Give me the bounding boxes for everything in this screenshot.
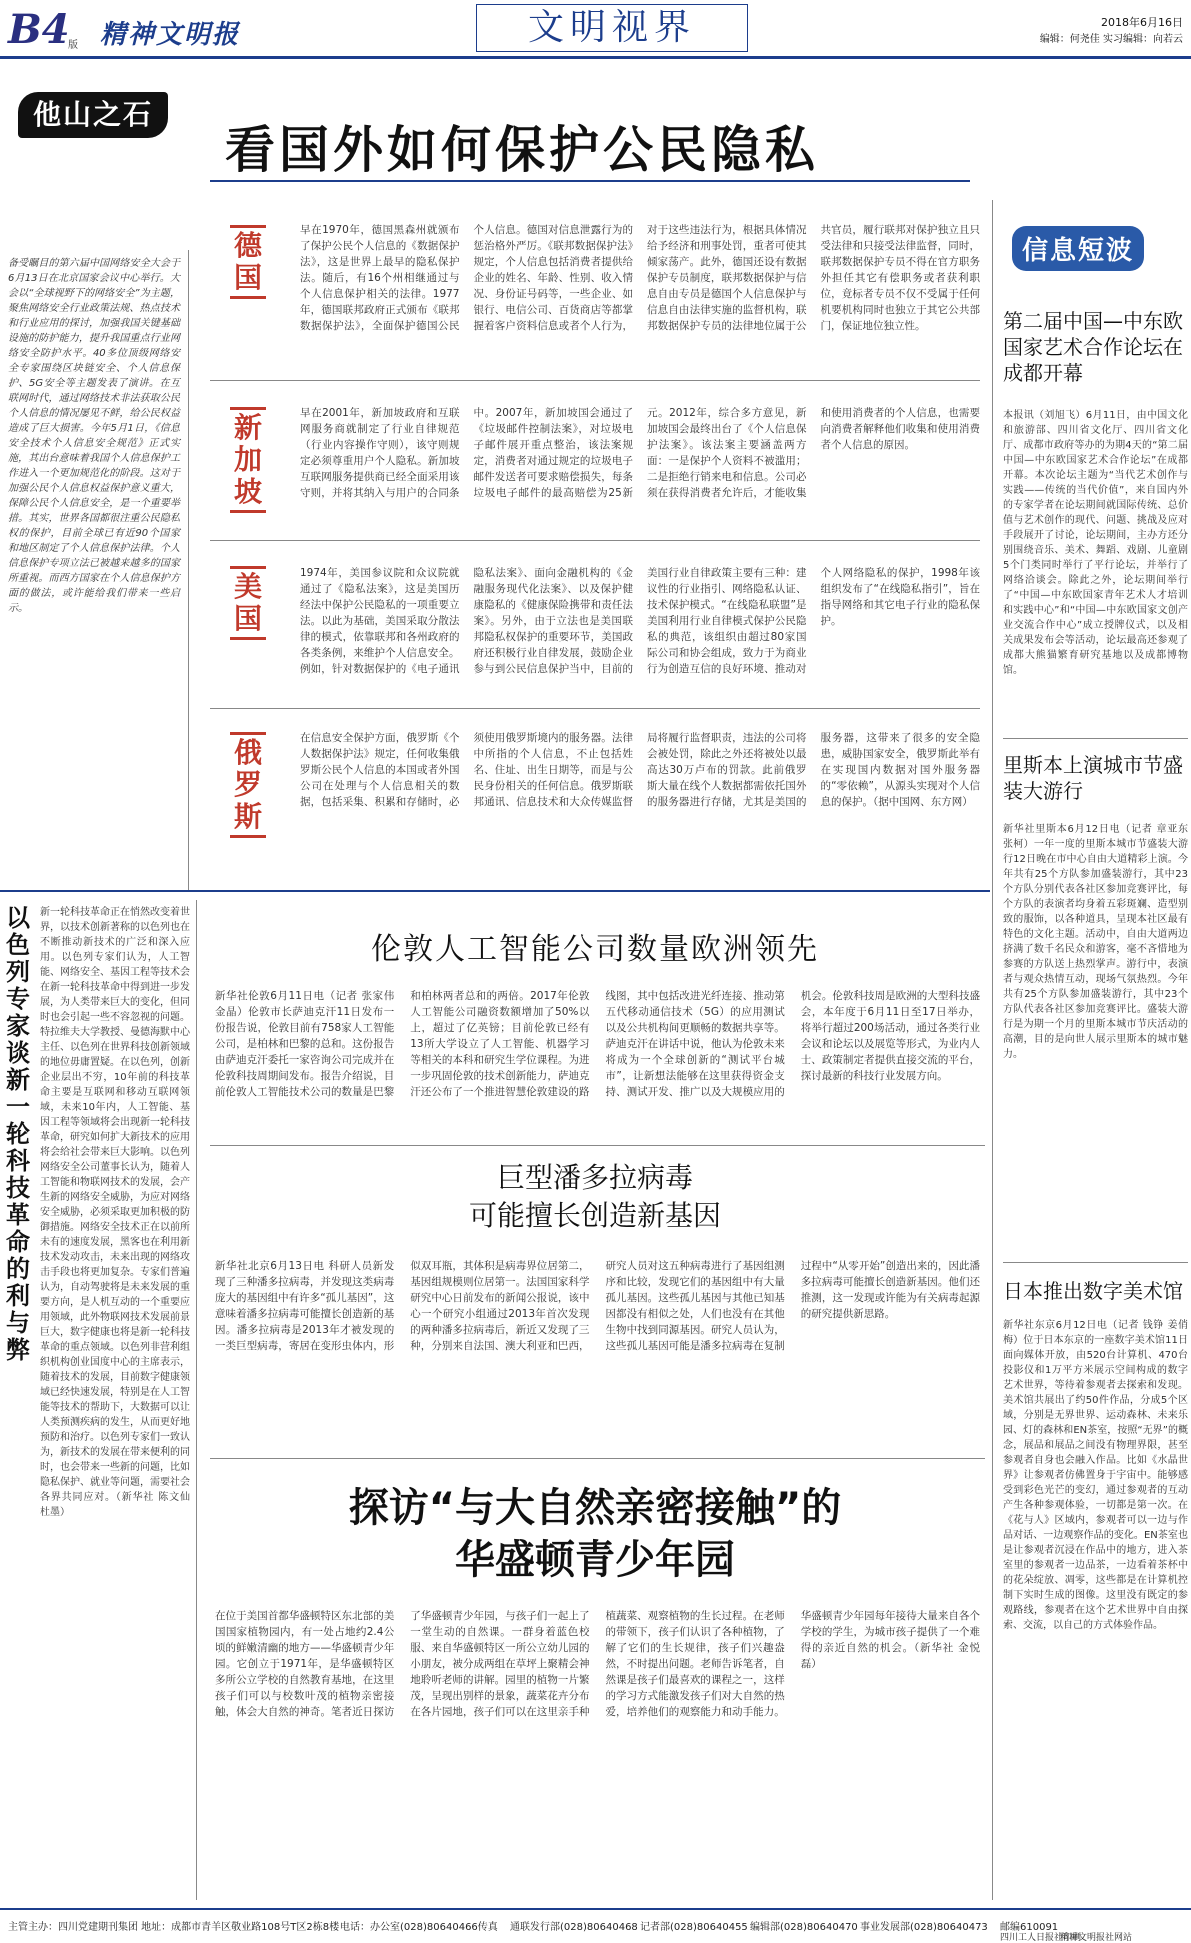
country-divider [210,540,980,541]
country-label-singapore: 新加坡 [230,407,266,513]
left-column-divider [196,900,197,1900]
briefs-title: 信息短波 [1012,226,1144,271]
paper-name: 精神文明报 [100,20,241,50]
virus-title-line2: 可能擅长创造新基因 [468,1199,721,1232]
country-text-germany: 早在1970年，德国黑森州就颁布了保护公民个人信息的《数据保护法》，这是世界上最早的隐私保护法。随后，有16个州相继通过与个人信息保护相关的法律。1977年，德国联邦政府正式颁布《联邦数据保护法》，全面保护德国公民个人信息。德国对信息泄露行为的惩治格外严厉。《联邦数据保护法》规定，个人信息包括消费者提供给企业的姓名、年龄、性别、收入情况、身份证号码等，一些企业、如银行、电信公司、百货商店等都掌握着客户资料信息或者个人行为，对于这些违法行为，根据具体情况给予经济和刑事处罚，重者可使其倾家荡产。此外，德国还设有数据保护专员制度，联邦数据保护与信息自由专员是德国个人信息保护与信息自由法律实施的监督机构，联邦数据保护专员的法律地位属于公共官员，履行联邦对保护独立且只受法律和只接受法律监督，同时，联邦数据保护专员不得在官方职务外担任其它有偿职务或者获利职位，竟标者专员不仅不受属于任何机要机构同时也独立于其它公共部门，保证地位独立性。 [300,224,980,332]
right-column-divider [992,200,993,1900]
edition-label: 版 [68,40,78,51]
brief-text: 新华社东京6月12日电（记者 钱铮 姜俏梅）位于日本东京的一座数字美术馆11日面向媒体开放，由520台计算机、470台投影仪和1万平方米展示空间构成的数字艺术世界，等待着参观者去探索和发现。美术馆共展出了约50件作品，分成5个区域，分别是无界世界、运动森林、未来乐园、灯的森林和EN茶室，按照“无界”的概念，展品和展品之间没有物理界限，甚至参观者自身也会融入作品。比如《水晶世界》让参观者仿佛置身于宇宙中。能够感受到彩色光芒的变幻，通过参观者的互动产生各种参观体验，一切都是第一次。在《花与人》区域内，参观者可以一边与作品对话、一边观察作品的变化。EN茶室也是让参观者沉浸在作品中的地方，进入茶室里的参观者一边品茶，一边看着茶杯中的花朵绽放、凋零，这些都是在计算机控制下实时生成的图像。这里没有既定的参观路线，参观者在这个艺术世界中自由探索、交流，以自己的方式体验作品。 [1003,1320,1188,1631]
footer-address: 主管主办：四川党建期刊集团 地址：成都市青羊区敬业路108号T区2栋8楼 [8,1922,340,1933]
brief-text: 本报讯（刘旭飞）6月11日，由中国文化和旅游部、四川省文化厅、四川省文化厅、成都市政府等办的为期4天的“第二届中国—中东欧国家艺术合作论坛”在成都开幕。本次论坛主题为“当代艺术创作与实践——传统的当代价值”，来自国内外的专家学者在论坛期间就国际传统、总价值与艺术创作的现代、问题、挑战及应对手段展开了讨论，论坛期间，主办方还分别围绕音乐、美术、舞蹈、戏剧、儿童剧5个门类同时举行了平行论坛，并举行了网络洽谈会。除此之外，论坛期间举行了“中国—中东欧国家青年艺术人才培训和实践中心”和“中国—中东欧国家文创产业交流合作中心”成立授牌仪式，以及相关成果发布会等活动，论坛最高还参观了成都大熊猫繁育研究基地以及成都博物馆。 [1003,410,1188,676]
article-divider [210,1458,985,1459]
section-divider [0,890,990,892]
country-label-germany: 德国 [230,225,266,299]
section-logo: 他山之石 [18,92,168,138]
footer-editorial: 编辑部(028)80640470 [750,1922,858,1933]
footer-postal: 邮编610091 [1000,1922,1059,1933]
footer-website: 精神文明报社网站 [1060,1933,1133,1943]
footer-ad: 通联发行部(028)80640468 [510,1922,638,1933]
explore-article-text: 在位于美国首都华盛顿特区东北部的美国国家植物园内，有一处占地约2.4公顷的鲜嫩清幽的地方——华盛顿青少年园。它创立于1971年，是华盛顿特区多所公立学校的自然教育基地，在这里孩子们可以与校数叶茂的植物亲密接触，体会大自然的神奇。笔者近日探访了华盛顿青少年园，与孩子们一起上了一堂生动的自然课。一群身着蓝色校服、来自华盛顿特区一所公立幼儿园的小朋友，被分成两组在草坪上聚精会神地聆听老师的讲解。园里的植物一片繁茂，呈现出别样的景象，蔬菜花卉分布在各片园地，孩子们可以在这里亲手种植蔬菜、观察植物的生长过程。在老师的带领下，孩子们认识了各种植物，了解了它们的生长规律，孩子们兴趣盎然，不时提出问题。老师告诉笔者，自然课是孩子们最喜欢的课程之一，这样的学习方式能激发孩子们对大自然的热爱，培养他们的观察能力和动手能力。华盛顿青少年园每年接待大量来自各个学校的学生，为城市孩子提供了一个难得的亲近自然的机会。（新华社 金悦磊） [215,1610,980,1718]
vertical-article-title: 以色列专家谈新一轮科技革命的利与弊 [6,904,30,1364]
london-article-text: 新华社伦敦6月11日电（记者 张家伟 金晶）伦敦市长萨迪克汗11日发布一份报告说，伦敦目前有758家人工智能公司，是柏林和巴黎的总和。这份报告由萨迪克汗委托一家咨询公司完成并在伦敦科技周期间发布。报告介绍说，目前伦敦人工智能技术公司的数量是巴黎和柏林两者总和的两倍。2017年伦敦人工智能公司融资数额增加了50%以上，超过了亿英镑；目前伦敦已经有13所大学设立了人工智能、机器学习等相关的本科和研究生学位课程。为进一步巩固伦敦的技术创新能力，萨迪克汗还公布了一个推进智慧伦敦建设的路线图，其中包括改进光纤连接、推动第五代移动通信技术（5G）的应用测试以及公共机构间更顺畅的数据共享等。萨迪克汗在讲话中说，他认为伦敦未来将成为一个全球创新的“测试平台城市”，让新想法能够在这里获得资金支持、测试开发、推广以及大规模应用的机会。伦敦科技周是欧洲的大型科技盛会，本年度于6月11日至17日举办，将举行超过200场活动，通过各类行业会议和论坛以及展览等形式，为业内人士、政策制定者提供直接交流的平台，探讨最新的科技行业发展方向。 [215,990,980,1098]
country-divider [210,380,980,381]
country-text-usa: 1974年，美国参议院和众议院就通过了《隐私法案》，这是美国历经法中保护公民隐私的一项重要立法。以此为基础，美国采取分散法律的模式，依靠联邦和各州政府的各类条例，来维护个人信息安全。例如，针对数据保护的《电子通讯隐私法案》、面向金融机构的《金融服务现代化法案》、以及保护健康隐私的《健康保险携带和责任法案》。另外，由于立法也是美国联邦隐私权保护的重要环节，美国政府还积极行业自律发展，鼓励企业参与到公民信息保护当中，目前的美国行业自律政策主要有三种：建议性的行业指引、网络隐私认证、技术保护模式。“在线隐私联盟”是美国利用行业自律模式保护公民隐私的典范，该组织由超过80家国际公司和协会组成，致力于为商业行为创造互信的良好环境、推动对个人网络隐私的保护，1998年该组织发布了“在线隐私指引”，旨在指导网络和其它电子行业的隐私保护。 [300,567,980,675]
country-divider [210,708,980,709]
intro-note: 备受瞩目的第六届中国网络安全大会于6月13日在北京国家会议中心举行。大会以“全球视野下的网络安全”为主题，聚焦网络安全行业政策法规、热点技术和行业应用的探讨，加强我国关键基础设施的防护能力，提升我国重点行业网络安全防护水平。40多位顶级网络安全专家围绕区块链安全、个人信息保护、5G安全等主题发表了演讲。在互联网时代，通过网络技术非法获取公民个人信息的情况屡见不鲜，给公民权益造成了巨大损害。今年5月1日，《信息安全技术个人信息安全规范》正式实施，其出台意味着我国个人信息保护工作进入一个更加规范化的阶段。这对于加强公民个人信息权益保护意义重大，保障公民个人信息安全，是一个重要举措。其实，世界各国都很注重公民隐私权的保护，目前全球已有近90个国家和地区制定了个人信息保护法律。个人信息保护专项立法已被越来越多的国家所重视。而西方国家在个人信息保护方面的做法，或许能给我们带来一些启示。 [8,258,180,614]
brief-headline: 日本推出数字美术馆 [1003,1279,1183,1303]
sidebar-divider [188,250,189,890]
header-rule [0,56,1191,59]
virus-title-line1: 巨型潘多拉病毒 [496,1161,693,1194]
footer-printer: 四川工人日报社印刷 [1000,1933,1082,1943]
virus-article-text: 新华社北京6月13日电 科研人员新发现了三种潘多拉病毒，并发现这类病毒庞大的基因组中有许多“孤儿基因”，这意味着潘多拉病毒可能擅长创造新的基因。潘多拉病毒是2013年才被发现的一类巨型病毒，寄居在变形虫体内，形似双耳瓶，其体积是病毒界位居第二，基因组规模则位居第一。法国国家科学研究中心日前发布的新闻公报说，该中心一个研究小组通过2013年首次发现的两种潘多拉病毒后，新近又发现了三种，分别来自法国、澳大利亚和巴西，研究人员对这五种病毒进行了基因组测序和比较，发现它们的基因组中有大量孤儿基因。这些孤儿基因与其他已知基因都没有相似之处，人们也没有在其他生物中找到同源基因。研究人员认为，这些孤儿基因可能是潘多拉病毒在复制过程中“从零开始”创造出来的，因此潘多拉病毒可能擅长创造新基因。他们还推测，这一发现或许能为有关病毒起源的研究提供新思路。 [215,1260,980,1352]
brief-headline: 里斯本上演城市节盛装大游行 [1003,753,1183,803]
column-title: 文明视界 [476,4,748,52]
footer [0,1908,1191,1942]
article-divider [210,1145,985,1146]
brief-text: 新华社里斯本6月12日电（记者 章亚东 张柯）一年一度的里斯本城市节盛装大游行12日晚在市中心自由大道精彩上演。今年共有25个方队参加盛装游行，其中23个方队分别代表各社区参加竞赛评比，每个方队的表演者均身着五彩斑斓、造型别致的服饰，以各种道具，呈现本社区最有特色的文化主题。活动中，自由大道两边挤满了数千名民众和游客，毫不吝惜地为参赛的方队送上热烈掌声。游行中，表演者与观众热情互动，现场气氛热烈。今年共有25个方队参加盛装游行，其中23个方队代表各社区参加竞赛评比。盛装大游行是为期一个月的里斯本城市节庆活动的高潮，目的是向世人展示里斯本的城市魅力。 [1003,824,1188,1060]
footer-office: 电话：办公室(028)80640466传真 [340,1922,498,1933]
explore-title-line1: 探访“与大自然亲密接触”的 [348,1485,842,1531]
brief-divider [1003,738,1188,739]
vertical-article-text: 新一轮科技革命正在悄然改变着世界，以技术创新著称的以色列也在不断推动新技术的广泛和深入应用。以色列专家们认为，人工智能、网络安全、基因工程等技术会在新一轮科技革命中得到进一步发展，为人类带来巨大的变化，但同时也会引起一些不容忽视的问题。特拉维夫大学教授、曼德海默中心主任、以色列在世界科技创新领域的地位毋庸置疑。在以色列，创新企业层出不穷，10年前的科技革命主要是互联网和移动互联网领域，未来10年内，人工智能、基因工程等领域将会出现新一轮科技革命，研究如何扩大新技术的应用将会给社会带来巨大影响。以色列网络安全公司董事长认为，随着人工智能和物联网技术的发展，会产生新的网络安全威胁，为应对网络安全威胁，必须采取更加积极的防御措施。网络安全技术正在以前所未有的速度发展，黑客也在利用新技术发动攻击，未来出现的网络攻击手段也将更加复杂。专家们普遍认为，自动驾驶将是未来发展的重要方向，是人机互动的一个重要应用领域，此外物联网技术发展前景巨大，数字健康也将是新一轮科技革命的重点领域。以色列非营利组织机构创业国度中心的主席表示，随着技术的发展，目前数字健康领域已经快速发展，特别是在人工智能等技术的帮助下，大数据可以让人类预测疾病的发生，从而更好地预防和治疗。以色列专家们一致认为，新技术的发展在带来便利的同时，也会带来一些新的问题，比如隐私保护、就业等问题，需要社会各界共同应对。（新华社 陈文仙 杜墨） [40,907,190,1518]
main-article-title: 看国外如何保护公民隐私 [225,121,819,179]
country-label-usa: 美国 [230,566,266,640]
title-rule [210,180,970,182]
editors-line: 编辑：何尧佳 实习编辑：向若云 [1039,34,1183,45]
brief-divider [1003,1262,1188,1263]
country-text-russia: 在信息安全保护方面，俄罗斯《个人数据保护法》规定，任何收集俄罗斯公民个人信息的本国或者外国公司在处理与个人信息相关的数据，包括采集、积累和存储时，必须使用俄罗斯境内的服务器。法律中所指的个人信息，不止包括姓名、住址、出生日期等，而是与公民身份相关的任何信息。俄罗斯联邦通讯、信息技术和大众传媒监督局将履行监督职责，违法的公司将会被处罚，除此之外还将被处以最高达30万卢布的罚款。此前俄罗斯大量在线个人数据都需依托国外的服务器进行存储，尤其是美国的服务器，这带来了很多的安全隐患，威胁国家安全，俄罗斯此举有在实现国内数据对国外服务器的“零依赖”，从源头实现对个人信息的保护。（据中国网、东方网） [300,732,980,808]
page-number: B4 [8,6,70,53]
london-article-title: 伦敦人工智能公司数量欧洲领先 [371,932,819,967]
issue-date: 2018年6月16日 [1101,16,1183,29]
footer-business: 事业发展部(028)80640473 [860,1922,988,1933]
country-text-singapore: 早在2001年，新加坡政府和互联网服务商就制定了行业自律规范（行业内容操作守则），该守则规定必须尊重用户个人隐私。新加坡互联网服务提供商已经全面采用该守则，并将其纳入与用户的合同条中。2007年，新加坡国会通过了《垃圾邮件控制法案》，对垃圾电子邮件展开重点整治，该法案规定，消费者对通过规定的垃圾电子邮件发送者可要求赔偿损失，每条垃圾电子邮件的最高赔偿为25新元。2012年，综合多方意见，新加坡国会最终出台了《个人信息保护法案》。该法案主要涵盖两方面：一是保护个人资料不被滥用；二是拒绝行销来电和信息。公司必须在获得消费者允许后，才能收集和使用消费者的个人信息，也需要向消费者解释他们收集和使用消费者个人信息的原因。 [300,407,980,499]
brief-headline: 第二届中国—中东欧国家艺术合作论坛在成都开幕 [1003,309,1183,385]
country-label-russia: 俄罗斯 [230,732,266,838]
footer-reporter: 记者部(028)80640455 [640,1922,748,1933]
explore-title-line2: 华盛顿青少年园 [455,1537,735,1583]
